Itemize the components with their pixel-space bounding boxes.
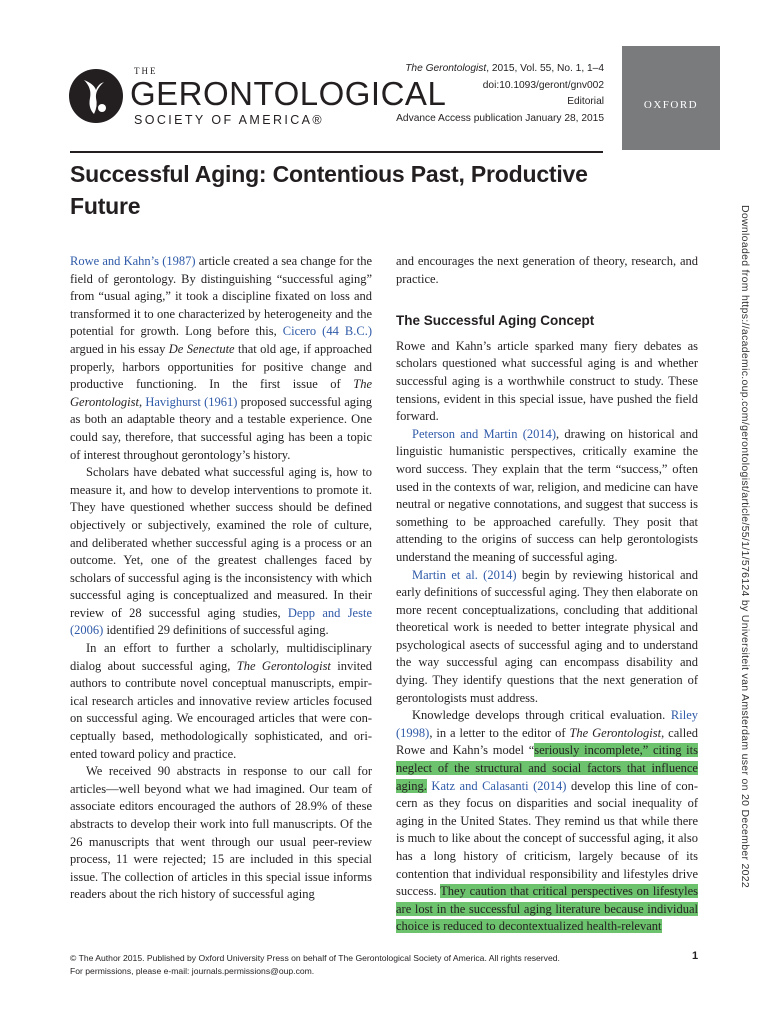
- text-run: ,: [138, 394, 146, 409]
- highlighted-text: seriously incomplete,” citing its neglect of the structural and social factors that influence aging.: [396, 743, 698, 793]
- highlighted-text: They caution that critical perspectives on lifestyles are lost in the successful aging literature because individual choice is reduced to decontextualized health-relevant: [396, 884, 699, 934]
- italic-title: The Gerontologist: [236, 658, 331, 673]
- header-divider: [70, 151, 603, 153]
- paragraph: [70, 253, 372, 464]
- page-number: 1: [692, 950, 699, 962]
- text-run: Scholars have debated what successful aging is, how to measure it, and how to develop interventions to promote it. They have questioned whether success should be defined objectively or subjectively, examined the role of culture, and deliberated whether successful aging is a process or an outcome. Yet, one of the greatest challenges faced by scholars of successful aging is the inconsistency with which successful aging is conceptualized and measured. In their review of 28 successful aging studies,: [70, 465, 372, 620]
- reference-link[interactable]: Peterson and Martin (2014): [412, 426, 557, 441]
- logo-the: THE: [134, 66, 158, 76]
- journal-volume: , 2015, Vol. 55, No. 1, 1–4: [486, 63, 604, 74]
- logo-subtitle: SOCIETY OF AMERICA®: [134, 113, 325, 127]
- citation-doi: doi:10.1093/geront/gnv002: [482, 79, 604, 91]
- society-emblem-icon: [68, 68, 124, 124]
- citation-article-type: Editorial: [567, 96, 604, 107]
- paragraph: [70, 464, 372, 640]
- text-run: develop this line of concern as they focus on disparities and social inequality of aging in the United States. They remind us that while there is much to like about the concept of successful aging, it also has a long history of criticism, largely because of its contention that individual responsibility and lifestyles drive success.: [396, 778, 698, 899]
- paragraph: and encourages the next generation of theory, research, and practice.: [396, 254, 698, 286]
- right-column: [396, 253, 698, 936]
- reference-link[interactable]: Martin et al. (2014): [412, 567, 517, 582]
- copyright-footer: [70, 952, 560, 978]
- text-run: article created a sea change for the field of gerontology. By distinguishing “successful aging” from “usual aging,” it took a discipline fixated on loss and transformed it to one characterized by heterogeneity and the potential for growth. Long before this,: [70, 254, 372, 339]
- journal-name: The Gerontologist: [405, 63, 487, 74]
- paragraph: [70, 640, 372, 763]
- article-title: Successful Aging: Contentious Past, Productive Future: [70, 161, 588, 219]
- reference-link[interactable]: Riley (1998): [396, 708, 698, 740]
- text-run: argued in his essay: [70, 341, 169, 356]
- logo-name: GERONTOLOGICAL: [130, 75, 447, 112]
- reference-link[interactable]: Rowe and Kahn’s (1987): [70, 254, 196, 268]
- download-note-text: Downloaded from https://academic.oup.com/gerontologist/article/55/1/1/576124 by Universiteit van Amsterdam user on 20 December 2022: [739, 205, 751, 889]
- citation-journal-line: [396, 61, 604, 78]
- paragraph: [396, 426, 698, 567]
- text-run: , drawing on historical and linguistic humanistic perspectives, critically examine the word success. They explain that the term “success,” often used in the contexts of war, religion, and medicine can have neutral or negative connotations, and suggest that success is something to be approached carefully. They posit that attending to the origins of success can help gerontologists understand the meaning of successful aging.: [396, 426, 698, 564]
- paragraph: [396, 707, 698, 936]
- text-run: , in a letter to the editor of: [429, 725, 570, 740]
- publisher-logo: [622, 46, 720, 150]
- citation-advance-access: Advance Access publication January 28, 2015: [396, 112, 604, 124]
- reference-link[interactable]: Cicero (44 B.C.): [282, 324, 372, 339]
- left-column: [70, 253, 372, 904]
- italic-title: The Gerontologist: [569, 725, 662, 740]
- citation-block: [396, 61, 604, 127]
- reference-link[interactable]: Katz and Calasanti (2014): [431, 778, 567, 793]
- copyright-line: © The Author 2015. Published by Oxford University Press on behalf of The Gerontological Society of America. All rights reserved.: [70, 953, 560, 963]
- section-heading: The Successful Aging Concept: [396, 313, 595, 329]
- paragraph: [396, 567, 698, 708]
- paragraph: We received 90 abstracts in response to our call for articles—well beyond what we had imagined. Our team of associate editors encouraged the authors of 28.9% of these abstracts to develop their work into full manuscripts. Of the 26 manuscripts that went through our usual peer-review process, 11 were rejected; 15 are included in this special issue. The collection of articles in this special issue informs readers about the rich history of successful aging: [70, 764, 372, 902]
- italic-title: The Gerontologist: [70, 377, 372, 409]
- reference-link[interactable]: Depp and Jeste (2006): [70, 605, 372, 638]
- publisher-label: OXFORD: [643, 99, 699, 111]
- download-side-note: [734, 205, 754, 905]
- text-run: In an effort to further a scholarly, multidisciplinary dialog about successful aging,: [70, 641, 372, 673]
- text-run: , called Rowe and Kahn’s model “: [396, 725, 699, 758]
- text-run: begin by reviewing historical and early definitions of successful aging. They then elaborate on more recent conceptualizations, concluding that additional theoretical work is needed to better integrate physical and psychological asects of successful aging and to understand the way successful aging can encompass disability and dying. They identify questions that the next generation of gerontologists must address.: [396, 567, 698, 705]
- text-run: identified 29 definitions of successful aging.: [103, 623, 329, 638]
- text-run: invited authors to contribute novel conceptual manuscripts, empirical research articles and innovative review articles focused on successful aging. We encouraged articles that were conceptually based, methodologically sophisticated, and oriented toward policy and practice.: [70, 658, 372, 761]
- paragraph: Rowe and Kahn’s article sparked many fiery debates as scholars questioned what successful aging is and whether successful aging is a worthwhile construct to study. These tensions, evident in this special issue, have pushed the field forward.: [396, 338, 698, 424]
- text-run: proposed successful aging as both an adaptable theory and a testable experience. One could say, therefore, that successful aging has been a topic of interest throughout gerontology’s history.: [70, 394, 373, 462]
- reference-link[interactable]: Havighurst (1961): [145, 394, 238, 409]
- text-run: that old age, if approached properly, harbors opportunities for positive change and productive functioning. In the first issue of: [70, 341, 372, 392]
- italic-title: De Senectute: [168, 341, 235, 356]
- permissions-line: For permissions, please e-mail: journals.permissions@oup.com.: [70, 966, 315, 976]
- text-run: Knowledge develops through critical evaluation.: [412, 708, 671, 723]
